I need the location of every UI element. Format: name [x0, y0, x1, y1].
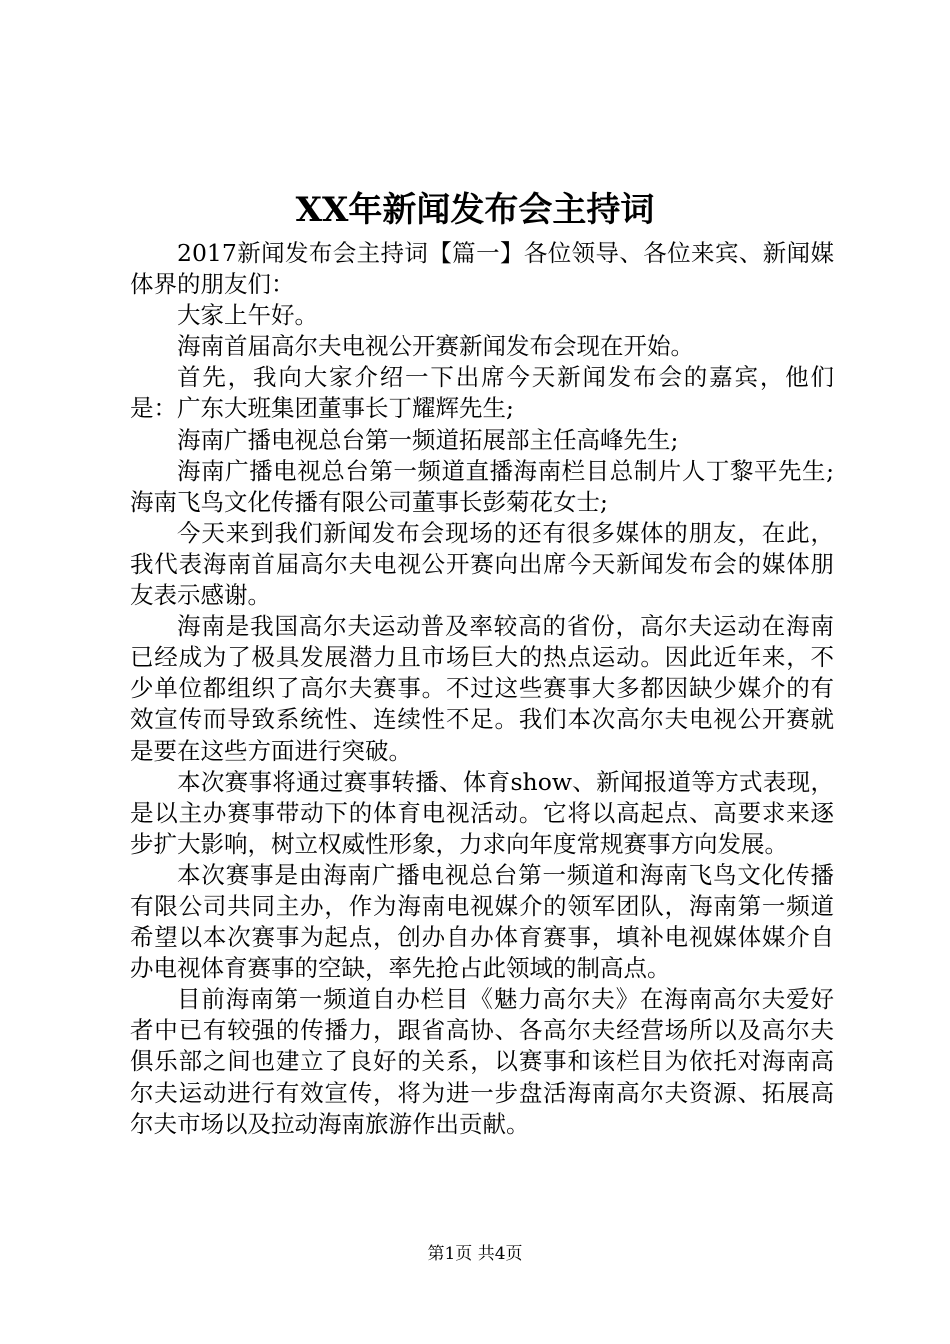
paragraph: 本次赛事是由海南广播电视总台第一频道和海南飞鸟文化传播有限公司共同主办，作为海南电视媒介的领军团队，海南第一频道希望以本次赛事为起点，创办自办体育赛事，填补电视媒体媒介自办电视体育赛事的空缺，率先抢占此领域的制高点。	[130, 860, 834, 983]
document-title: XX年新闻发布会主持词	[295, 190, 655, 230]
paragraph: 海南是我国高尔夫运动普及率较高的省份，高尔夫运动在海南已经成为了极具发展潜力且市场巨大的热点运动。因此近年来，不少单位都组织了高尔夫赛事。不过这些赛事大多都因缺少媒介的有效宣传而导致系统性、连续性不足。我们本次高尔夫电视公开赛就是要在这些方面进行突破。	[130, 612, 834, 765]
document-body	[130, 238, 834, 1140]
page-footer: 第1页 共4页	[427, 1244, 523, 1264]
paragraph: 目前海南第一频道自办栏目《魅力高尔夫》在海南高尔夫爱好者中已有较强的传播力，跟省高协、各高尔夫经营场所以及高尔夫俱乐部之间也建立了良好的关系，以赛事和该栏目为依托对海南高尔夫运动进行有效宣传，将为进一步盘活海南高尔夫资源、拓展高尔夫市场以及拉动海南旅游作出贡献。	[130, 985, 834, 1138]
paragraph: 今天来到我们新闻发布会现场的还有很多媒体的朋友，在此，我代表海南首届高尔夫电视公开赛向出席今天新闻发布会的媒体朋友表示感谢。	[130, 518, 834, 610]
paragraph: 本次赛事将通过赛事转播、体育show、新闻报道等方式表现，是以主办赛事带动下的体育电视活动。它将以高起点、高要求来逐步扩大影响，树立权威性形象，力求向年度常规赛事方向发展。	[130, 767, 834, 858]
paragraph: 海南广播电视总台第一频道拓展部主任高峰先生;	[177, 425, 679, 454]
paragraph: 2017新闻发布会主持词【篇一】各位领导、各位来宾、新闻媒体界的朋友们：	[130, 239, 834, 299]
paragraph: 海南广播电视总台第一频道直播海南栏目总制片人丁黎平先生;海南飞鸟文化传播有限公司董事长彭菊花女士;	[130, 456, 834, 516]
paragraph: 首先，我向大家介绍一下出席今天新闻发布会的嘉宾，他们是：广东大班集团董事长丁耀辉先生;	[130, 363, 834, 423]
paragraph: 大家上午好。	[177, 301, 318, 330]
paragraph: 海南首届高尔夫电视公开赛新闻发布会现在开始。	[177, 332, 694, 361]
